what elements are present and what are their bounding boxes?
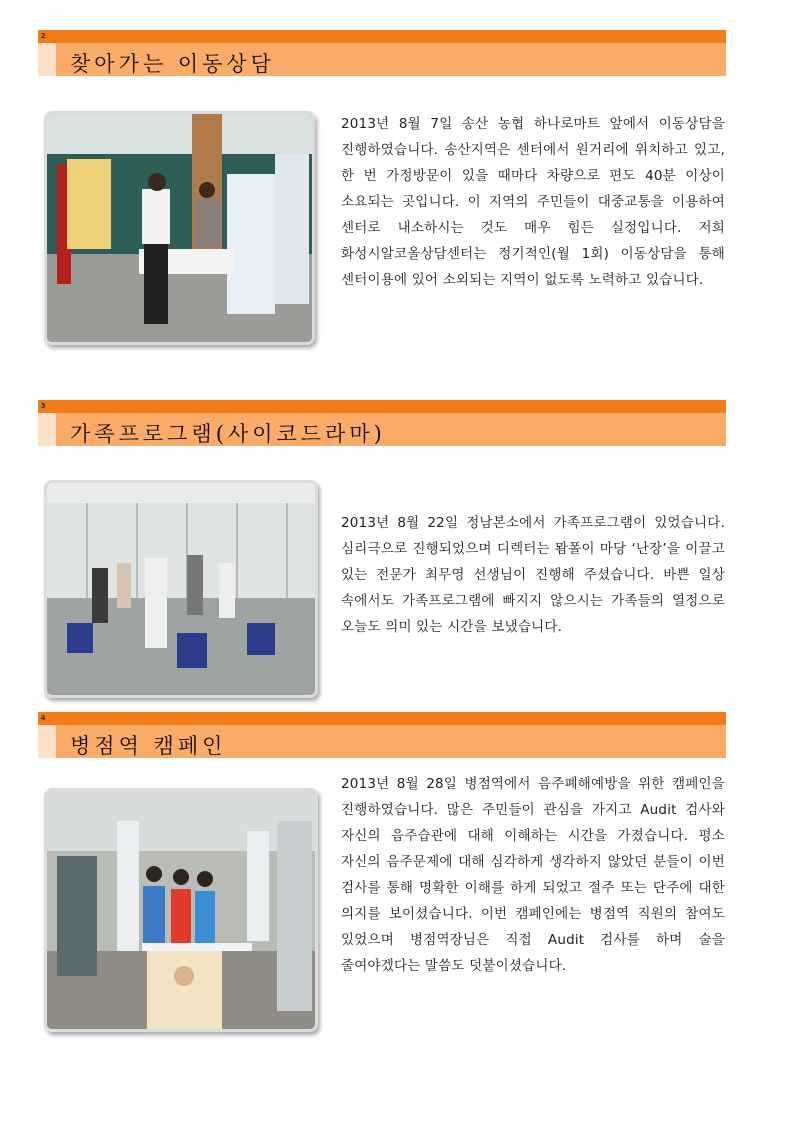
- outdoor-booth-photo: [44, 111, 315, 345]
- station-campaign-photo: [44, 788, 318, 1032]
- section-title: 찾아가는 이동상담: [70, 52, 275, 76]
- section-paragraph: 2013년 8월 22일 정남본소에서 가족프로그램이 있었습니다. 심리극으로 진행되었으며 디렉터는 뫔폴이 마당 ‘난장’을 이끌고 있는 전문가 최무영 선생님이 진행해 주셨습니다. 바쁜 일상 속에서도 가족프로그램에 빠지지 않으시는 가족들의 열정으로 오늘도 의미 있는 시간을 보냈습니다.: [341, 515, 725, 635]
- section-title: 가족프로그램(사이코드라마): [70, 422, 386, 446]
- section-title: 병점역 캠페인: [70, 734, 227, 758]
- section-header-bar: [38, 712, 726, 725]
- section-number: 2: [40, 32, 46, 40]
- psychodrama-room-photo: [44, 480, 318, 698]
- section-number: 4: [40, 714, 46, 722]
- section-header-bar: [38, 30, 726, 43]
- section-paragraph: 2013년 8월 7일 송산 농협 하나로마트 앞에서 이동상담을 진행하였습니다. 송산지역은 센터에서 원거리에 위치하고 있고, 한 번 가정방문이 있을 때마다 차량으로 편도 40분 이상이 소요되는 곳입니다. 이 지역의 주민들이 대중교통을 이용하여 센터로 내소하시는 것도 매우 힘든 실정입니다. 저희 화성시알코올상담센터는 정기적인(월 1회) 이동상담을 통해 센터이용에 있어 소외되는 지역이 없도록 노력하고 있습니다.: [341, 116, 725, 288]
- section-number: 3: [40, 402, 46, 410]
- section-header-bar: [38, 400, 726, 413]
- section-paragraph: 2013년 8월 28일 병점역에서 음주폐해예방을 위한 캠페인을 진행하였습니다. 많은 주민들이 관심을 가지고 Audit 검사와 자신의 음주습관에 대해 이해하는 시간을 가졌습니다. 평소 자신의 음주문제에 대해 심각하게 생각하지 않았던 분들이 이번 검사를 통해 명확한 이해를 하게 되었고 절주 또는 단주에 대한 의지를 보이셨습니다. 이번 캠페인에는 병점역 직원의 참여도 있었으며 병점역장님은 직접 Audit 검사를 하며 술을 줄여야겠다는 말씀도 덧붙이셨습니다.: [341, 776, 725, 974]
